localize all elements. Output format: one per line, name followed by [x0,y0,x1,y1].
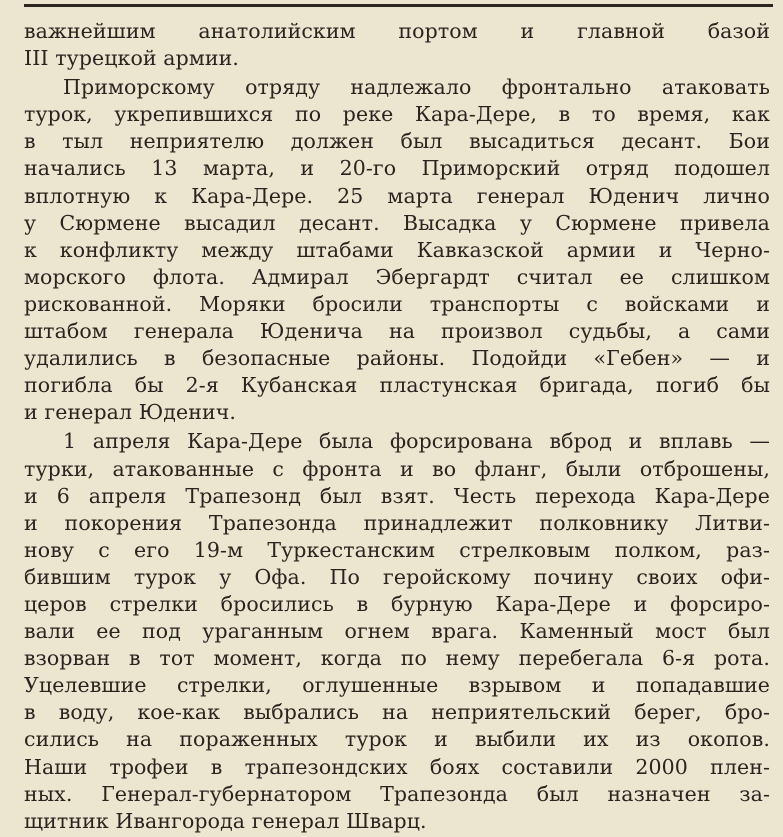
text-line: в тыл неприятелю должен был высадиться десант. Бои [24,129,770,154]
text-line: удалились в безопасные районы. Подойди «Гебен» — и [24,346,770,371]
text-line: турки, атакованные с фронта и во фланг, были отброшены, [24,456,770,481]
page-text [24,18,770,837]
text-line: III турецкой армии. [24,46,240,71]
paragraph-2 [24,74,770,426]
text-line: и покорения Трапезонда принадлежит полковнику Литви- [24,510,770,535]
text-line: и генерал Юденич. [24,400,237,425]
text-line: рискованной. Моряки бросили транспорты с войсками и [24,291,770,316]
text-line: взорван в тот момент, когда по нему перебегала 6-я рота. [24,646,770,671]
text-line: щитник Ивангорода генерал Шварц. [24,808,427,833]
text-line: погибла бы 2-я Кубанская пластунская бригада, погиб бы [24,373,770,398]
top-rule [24,4,773,7]
text-line: церов стрелки бросились в бурную Кара-Дере и форсиро- [24,591,770,616]
text-line: и 6 апреля Трапезонд был взят. Честь перехода Кара-Дере [24,483,770,508]
text-line: вплотную к Кара-Дере. 25 марта генерал Юденич лично [24,183,770,208]
text-line: начались 13 марта, и 20-го Приморский отряд подошел [24,156,770,181]
text-line: сились на пораженных турок и выбили их из окопов. [24,727,770,752]
text-line: Наши трофеи в трапезондских боях составили 2000 плен- [24,754,770,779]
text-line: Уцелевшие стрелки, оглушенные взрывом и попадавшие [24,673,770,698]
text-line: турок, укрепившихся по реке Кара-Дере, в то время, как [24,102,770,127]
text-line: 1 апреля Кара-Дере была форсирована вброд и вплавь — [63,429,770,454]
text-line: вали ее под ураганным огнем врага. Каменный мост был [24,619,770,644]
text-line: ных. Генерал-губернатором Трапезонда был назначен за- [24,781,770,806]
text-line: морского флота. Адмирал Эбергардт считал ее слишком [24,264,770,289]
text-line: в воду, кое-как выбрались на неприятельский берег, бро- [24,700,770,725]
text-line: важнейшим анатолийским портом и главной базой [24,19,770,43]
text-line: нову с его 19-м Туркестанским стрелковым полком, раз- [24,537,770,562]
text-line: у Сюрмене высадил десант. Высадка у Сюрмене привела [24,210,770,235]
text-line: к конфликту между штабами Кавказской армии и Черно- [24,237,770,262]
text-line: Приморскому отряду надлежало фронтально атаковать [63,75,770,100]
paragraph-3 [24,428,770,834]
text-line: бившим турок у Офа. По геройскому почину своих офи- [24,564,770,589]
paragraph-1 [24,18,770,72]
text-line: штабом генерала Юденича на произвол судьбы, а сами [24,319,770,344]
